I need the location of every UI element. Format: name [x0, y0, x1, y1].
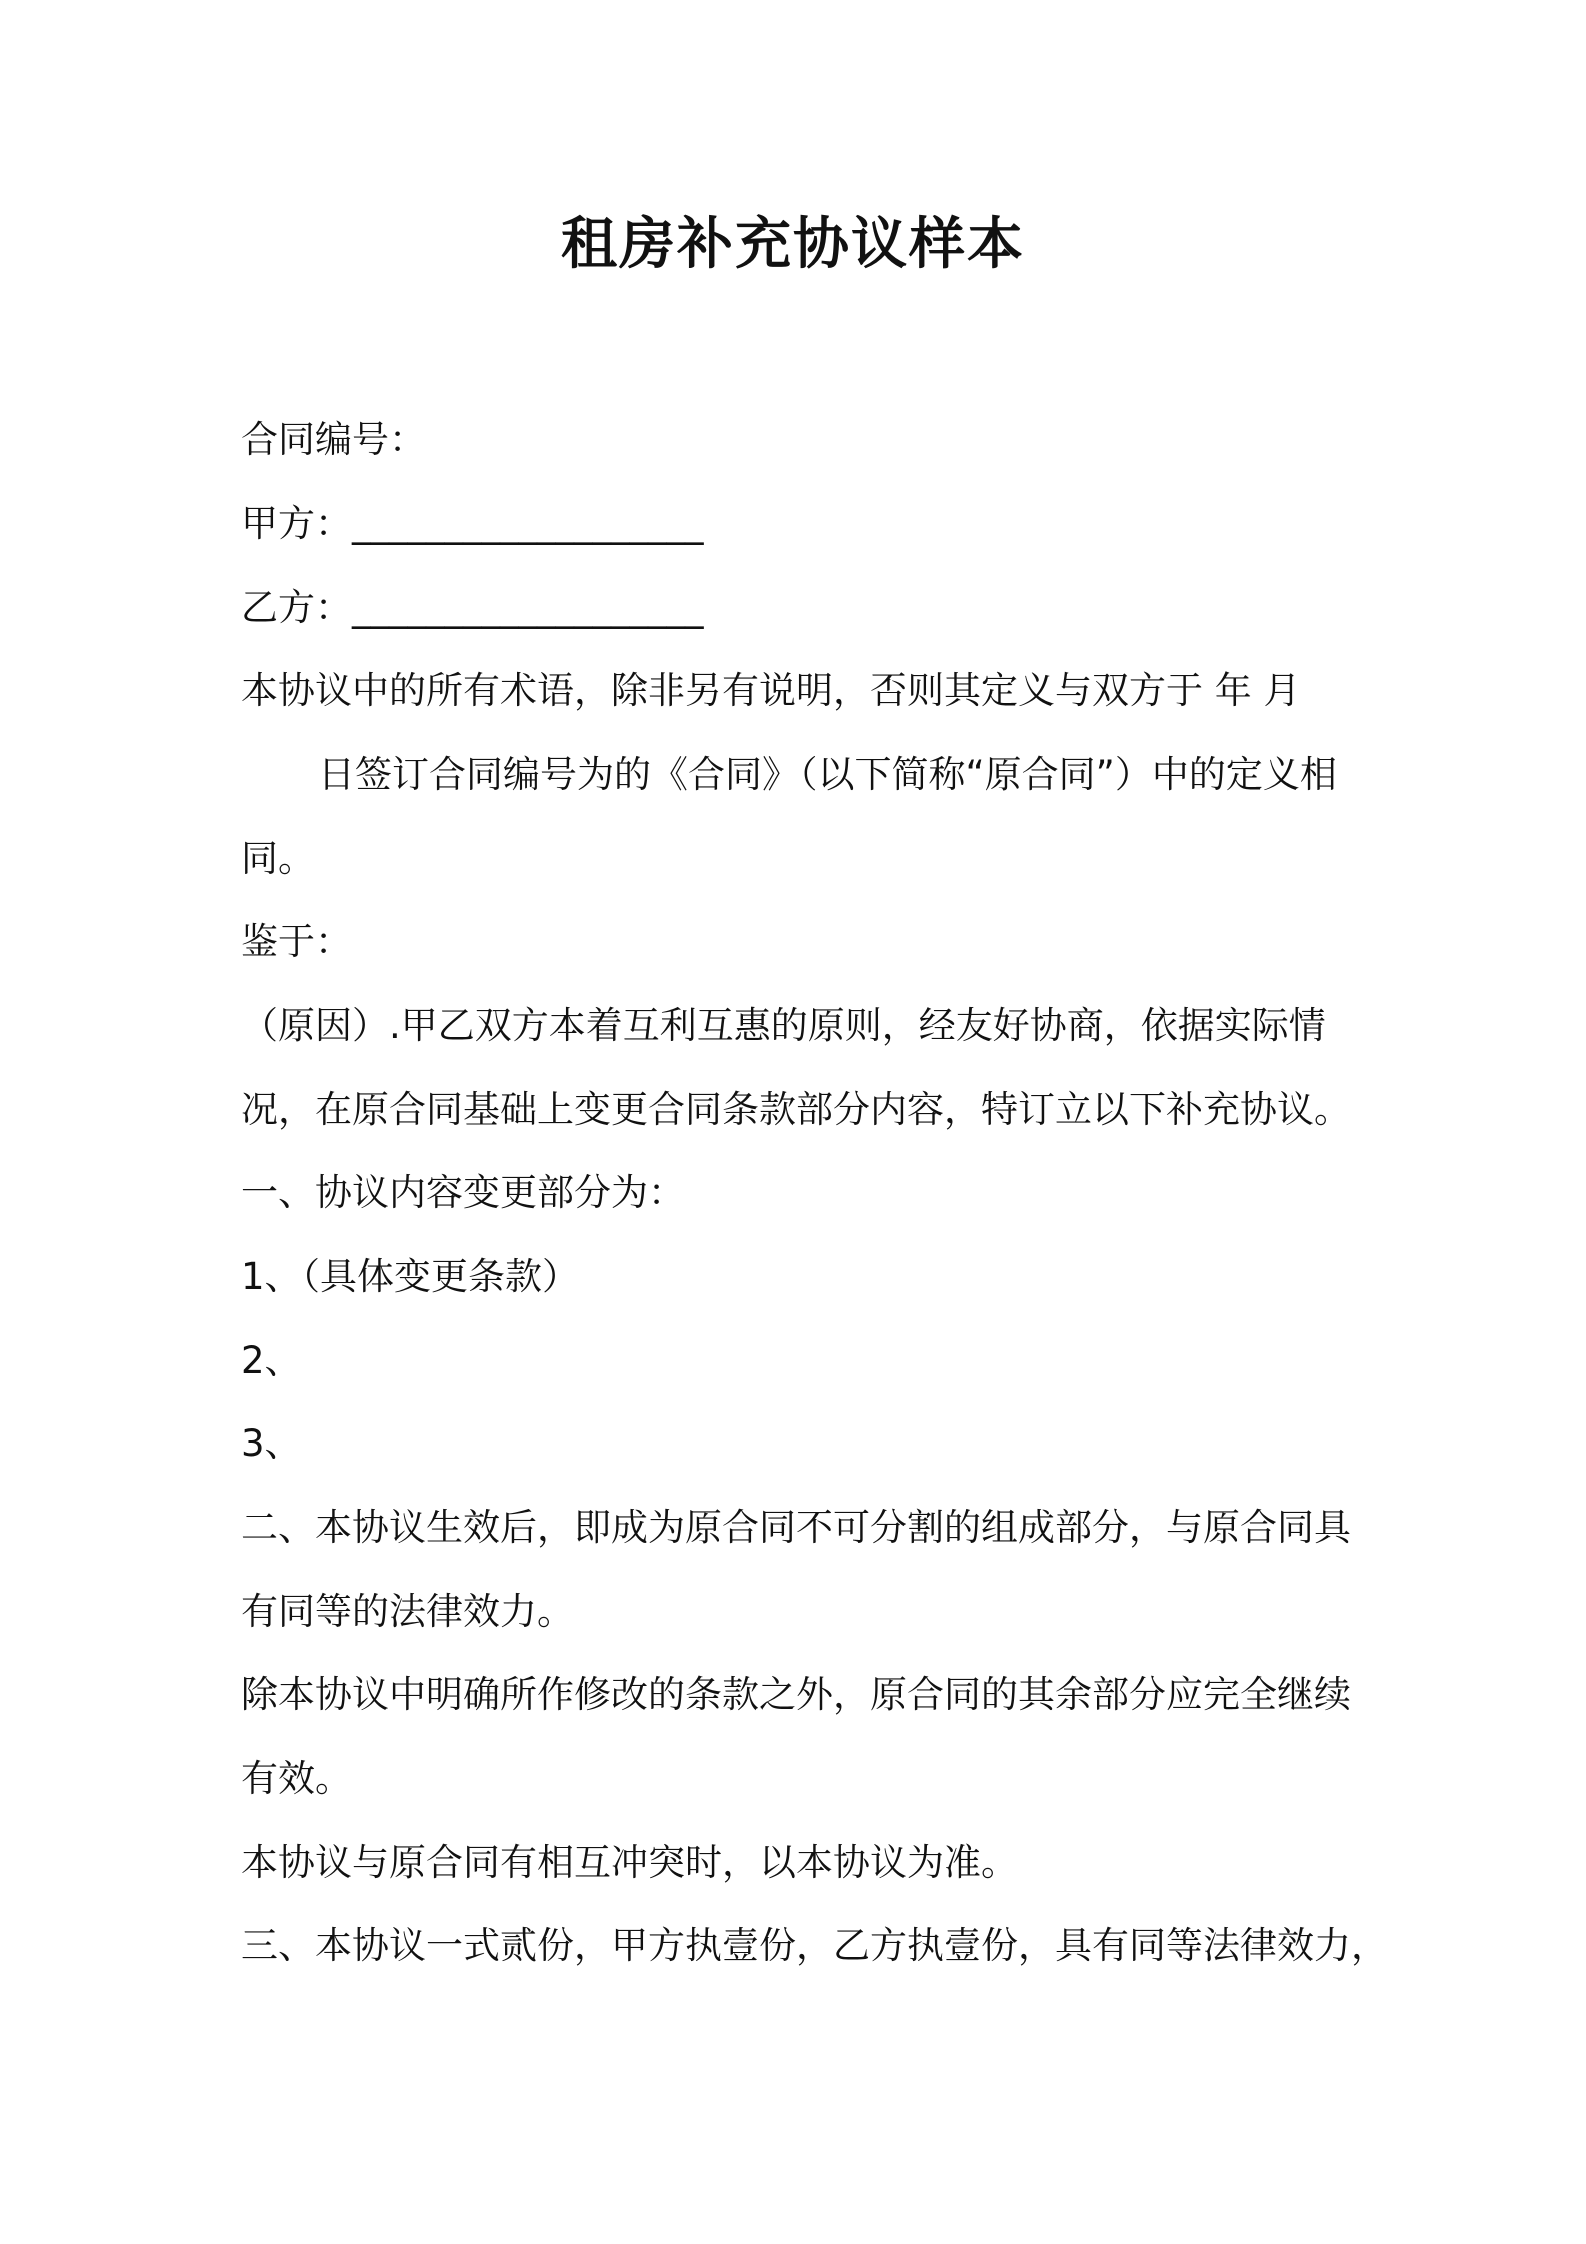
reason-paragraph-line-2: 况，在原合同基础上变更合同条款部分内容，特订立以下补充协议。	[241, 1088, 1351, 1131]
whereas-heading: 鉴于：	[241, 920, 352, 963]
conflict-clause-line: 本协议与原合同有相互冲突时，以本协议为准。	[241, 1841, 1018, 1884]
contract-number-line: 合同编号：	[241, 418, 426, 461]
party-b-line: 乙方：___________________	[241, 586, 704, 629]
section-1-heading: 一、协议内容变更部分为：	[241, 1171, 685, 1214]
reason-paragraph-line-1: （原因）.甲乙双方本着互利互惠的原则，经友好协商，依据实际情	[241, 1004, 1326, 1047]
section-2-line-1: 二、本协议生效后，即成为原合同不可分割的组成部分，与原合同具	[241, 1506, 1351, 1549]
definition-paragraph-line-3: 同。	[241, 837, 315, 880]
section-2-line-2: 有同等的法律效力。	[241, 1590, 574, 1633]
section-3-line-1: 三、本协议一式贰份，甲方执壹份，乙方执壹份，具有同等法律效力，	[241, 1924, 1388, 1967]
clause-item-1: 1、（具体变更条款）	[241, 1255, 580, 1298]
remaining-validity-line-2: 有效。	[241, 1757, 352, 1800]
remaining-validity-line-1: 除本协议中明确所作修改的条款之外，原合同的其余部分应完全继续	[241, 1673, 1351, 1716]
document-title: 租房补充协议样本	[561, 212, 1025, 277]
definition-paragraph-line-1: 本协议中的所有术语，除非另有说明，否则其定义与双方于 年 月	[241, 669, 1301, 712]
clause-item-3: 3、	[241, 1422, 302, 1465]
clause-item-2: 2、	[241, 1339, 302, 1382]
party-a-line: 甲方：___________________	[241, 502, 704, 545]
definition-paragraph-line-2: 日签订合同编号为的《合同》（以下简称“原合同”）中的定义相	[318, 753, 1337, 796]
